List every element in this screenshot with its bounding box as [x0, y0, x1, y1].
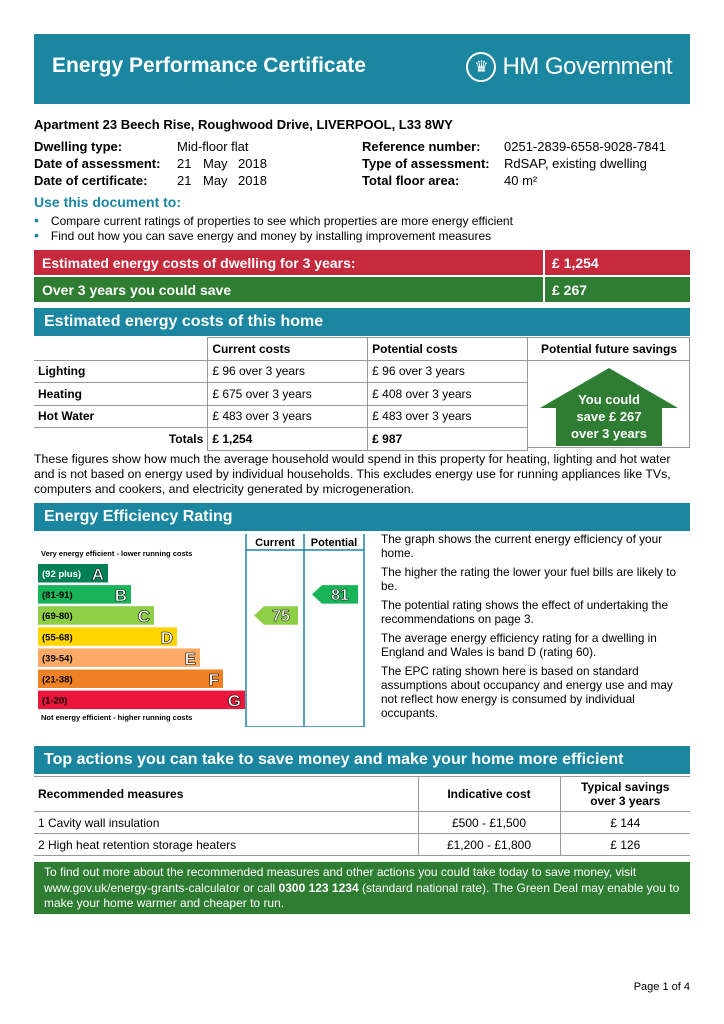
totals-potential: £ 987 — [368, 428, 528, 451]
rating-paragraph: The potential rating shows the effect of undertaking the recommendations on page 3. — [381, 598, 669, 626]
assessment-day: 21 — [177, 156, 192, 171]
savings-banner — [34, 277, 690, 302]
more-info-text: (standard national rate). The Green Deal may enable you to make your home warmer and cheaper to run. — [44, 880, 680, 910]
epc-header — [34, 34, 690, 104]
floor-area-value: 40 m² — [504, 173, 538, 188]
band-range-label: (81-91) — [42, 590, 73, 602]
band-letter: C — [137, 607, 150, 627]
cost-potential: £ 408 over 3 years — [368, 383, 528, 406]
rating-explanation — [381, 532, 691, 725]
certificate-date-label: Date of certificate: — [34, 173, 148, 188]
rating-paragraph: The average energy efficiency rating for a dwelling in England and Wales is band D (rating 60). — [381, 631, 657, 659]
actions-header-row — [34, 777, 690, 812]
cost-current: £ 483 over 3 years — [208, 405, 368, 428]
cost-potential: £ 483 over 3 years — [368, 405, 528, 428]
savings-value: £ 267 — [552, 282, 588, 298]
use-bullet-text: Compare current ratings of properties to see which properties are more energy efficient — [50, 214, 513, 228]
band-range-label: (39-54) — [42, 653, 73, 665]
property-address: Apartment 23 Beech Rise, Roughwood Drive, LIVERPOOL, L33 8WY — [34, 117, 453, 132]
use-bullet — [34, 212, 513, 228]
figures-explanation: These figures show how much the average household would spend in this property for heating, lighting and hot water and is not based on energy used by individual households. This excludes energy use for running appliances like TVs, computers and cookers, and electricity generated by microgeneration. — [34, 452, 671, 496]
assessment-month: May — [203, 156, 228, 171]
rating-paragraph: The higher the rating the lower your fuel bills are likely to be. — [381, 565, 677, 593]
page-number: Page 1 of 4 — [633, 981, 690, 993]
efficiency-rating-chart — [34, 534, 370, 727]
estimated-costs-banner — [34, 250, 690, 275]
rating-heading-text: Energy Efficiency Rating — [44, 508, 233, 525]
band-range-label: (1-20) — [42, 695, 68, 707]
totals-current: £ 1,254 — [208, 428, 368, 451]
rating-paragraph: The EPC rating shown here is based on standard assumptions about occupancy and energy use and may not reflect how energy is consumed by individual occupants. — [381, 664, 673, 720]
phone-number[interactable]: 0300 123 1234 — [278, 880, 359, 895]
bullet-icon: • — [34, 212, 39, 228]
savings-header-line: Typical savings — [581, 780, 670, 794]
savings-header — [560, 777, 690, 812]
band-letter: E — [184, 649, 196, 669]
potential-column-header: Potential — [310, 537, 358, 549]
actions-table — [34, 776, 690, 856]
floor-area-label: Total floor area: — [362, 173, 460, 188]
measure-cost: £1,200 - £1,800 — [418, 834, 560, 856]
band-range-label: (55-68) — [42, 632, 73, 644]
band-letter: G — [227, 691, 241, 711]
estimated-costs-value: £ 1,254 — [552, 255, 599, 271]
assessment-type-value: RdSAP, existing dwelling — [504, 156, 647, 171]
royal-crest-icon: ♛ — [466, 52, 496, 82]
potential-rating-value: 81 — [331, 587, 349, 605]
certificate-day: 21 — [177, 173, 192, 188]
table-row — [34, 383, 528, 406]
use-bullet — [34, 227, 491, 243]
measure-saving: £ 126 — [560, 834, 690, 856]
assessment-date-label: Date of assessment: — [34, 156, 161, 171]
band-range-label: (69-80) — [42, 611, 73, 623]
reference-value: 0251-2839-6558-9028-7841 — [504, 139, 666, 154]
costs-heading-text: Estimated energy costs of this home — [44, 313, 324, 330]
band-letter: A — [91, 565, 104, 584]
savings-callout-line: You could — [578, 392, 640, 407]
use-document-heading: Use this document to: — [34, 194, 182, 210]
rating-paragraph: The graph shows the current energy efficiency of your home. — [381, 532, 663, 560]
band-letter: F — [208, 670, 219, 690]
costs-table — [34, 337, 528, 451]
potential-costs-header: Potential costs — [368, 338, 528, 361]
band-range-label: (21-38) — [42, 674, 73, 686]
actions-section-heading — [34, 746, 690, 774]
band-range-label: (92 plus) — [42, 569, 82, 580]
measure-cost: £500 - £1,500 — [418, 812, 560, 834]
costs-header-row — [34, 338, 528, 361]
savings-callout-line: save £ 267 — [576, 409, 642, 424]
band-letter: D — [160, 628, 173, 648]
more-info-text: To find out more about the recommended measures and other actions you could take today to save money, visit www.gov.uk/energy-grants-calculator or call — [44, 865, 637, 895]
rating-section-heading — [34, 503, 690, 531]
band-letter: B — [114, 586, 127, 606]
measure-name: 1 Cavity wall insulation — [34, 812, 418, 834]
cost-current: £ 96 over 3 years — [208, 360, 368, 383]
savings-label: Over 3 years you could save — [42, 282, 232, 298]
reference-label: Reference number: — [362, 139, 481, 154]
bullet-icon: • — [34, 227, 39, 243]
future-savings-header: Potential future savings — [528, 338, 690, 361]
measures-header: Recommended measures — [34, 777, 418, 812]
cost-potential: £ 96 over 3 years — [368, 360, 528, 383]
cost-header: Indicative cost — [418, 777, 560, 812]
dwelling-type-label: Dwelling type: — [34, 139, 123, 154]
assessment-type-label: Type of assessment: — [362, 156, 490, 171]
measure-saving: £ 144 — [560, 812, 690, 834]
cost-current: £ 675 over 3 years — [208, 383, 368, 406]
current-column-header: Current — [255, 537, 295, 549]
hm-government-wordmark: HM Government — [502, 53, 672, 80]
use-bullet-text: Find out how you can save energy and money by installing improvement measures — [50, 229, 492, 243]
banner-divider — [543, 277, 545, 302]
table-row — [34, 405, 528, 428]
cost-row-label: Heating — [34, 383, 208, 406]
hm-government-logo — [466, 52, 672, 82]
totals-row — [34, 428, 528, 451]
cost-row-label: Hot Water — [34, 405, 208, 428]
actions-heading-text: Top actions you can take to save money and make your home more efficient — [44, 751, 624, 768]
table-row — [34, 834, 690, 856]
savings-callout — [540, 391, 678, 442]
document-title: Energy Performance Certificate — [52, 54, 366, 77]
current-rating-value: 75 — [272, 608, 290, 626]
dwelling-type-value: Mid-floor flat — [177, 139, 249, 154]
rating-bands — [38, 564, 245, 711]
future-savings-column — [528, 337, 690, 448]
totals-label: Totals — [168, 432, 204, 446]
costs-section-heading — [34, 308, 690, 336]
table-row — [34, 812, 690, 834]
certificate-year: 2018 — [238, 173, 267, 188]
cost-row-label: Lighting — [34, 360, 208, 383]
assessment-year: 2018 — [238, 156, 267, 171]
current-costs-header: Current costs — [208, 338, 368, 361]
top-efficiency-note: Very energy efficient - lower running costs — [41, 549, 193, 558]
banner-divider — [543, 250, 545, 275]
rating-markers — [254, 585, 358, 625]
rating-band-g — [38, 691, 245, 710]
savings-callout-line: over 3 years — [571, 426, 647, 441]
bottom-efficiency-note: Not energy efficient - higher running costs — [41, 713, 193, 722]
table-row — [34, 360, 528, 383]
certificate-month: May — [203, 173, 228, 188]
savings-header-line: over 3 years — [590, 794, 661, 808]
more-info-box — [34, 862, 690, 914]
measure-name: 2 High heat retention storage heaters — [34, 834, 418, 856]
blank-cell — [34, 338, 208, 361]
estimated-costs-label: Estimated energy costs of dwelling for 3 years: — [42, 255, 356, 271]
